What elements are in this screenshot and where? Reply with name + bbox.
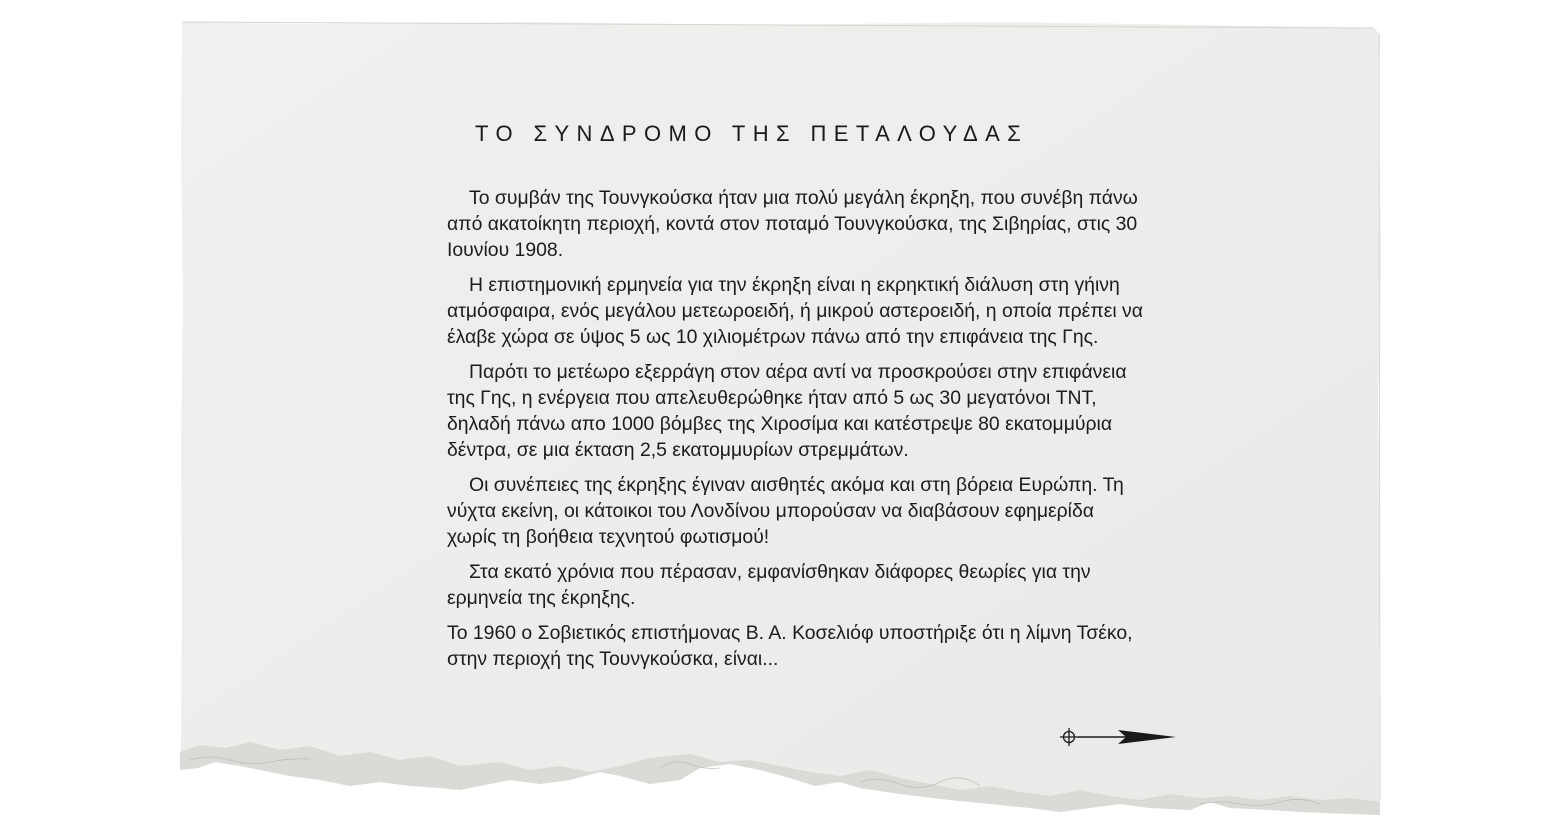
arrow-right-icon: [1060, 728, 1176, 746]
article-paragraph-2: Η επιστημονική ερμηνεία για την έκρηξη είναι η εκρηκτική διάλυση στη γήινη ατμόσφαιρα, ενός μεγάλου μετεωροειδή, ή μικρού αστεροειδή, η οποία πρέπει να έλαβε χώρα σε ύψος 5 ως 10 χιλιομέτρων πάνω από την επιφάνεια της Γης.: [447, 274, 1143, 348]
article-title: ΤΟ ΣΥΝΔΡΟΜΟ ΤΗΣ ΠΕΤΑΛΟΥΔΑΣ: [475, 121, 1029, 146]
article-paragraph-3: Παρότι το μετέωρο εξερράγη στον αέρα αντί να προσκρούσει στην επιφάνεια της Γης, η ενέργεια που απελευθερώθηκε ήταν από 5 ως 30 μεγατόνοι TNT, δηλαδή πάνω απο 1000 βόμβες της Χιροσίμα και κατέστρεψε 80 εκατομμύρια δέντρα, σε μια έκταση 2,5 εκατομμυρίων στρεμμάτων.: [447, 361, 1127, 461]
article-paragraph-5: Στα εκατό χρόνια που πέρασαν, εμφανίσθηκαν διάφορες θεωρίες για την ερμηνεία της έκρηξης.: [447, 561, 1091, 609]
article: [447, 112, 1147, 681]
article-paragraph-1: Το συμβάν της Τουνγκούσκα ήταν μια πολύ μεγάλη έκρηξη, που συνέβη πάνω από ακατοίκητη περιοχή, κοντά στον ποταμό Τουνγκούσκα, της Σιβηρίας, στις 30 Ιουνίου 1908.: [447, 187, 1138, 261]
next-page-button[interactable]: [1052, 724, 1182, 750]
article-paragraph-4: Οι συνέπειες της έκρηξης έγιναν αισθητές ακόμα και στη βόρεια Ευρώπη. Τη νύχτα εκείνη, οι κάτοικοι του Λονδίνου μπορούσαν να διαβάσουν εφημερίδα χωρίς τη βοήθεια τεχνητού φωτισμού!: [447, 474, 1124, 548]
article-paragraph-6: Το 1960 ο Σοβιετικός επιστήμονας Β. Α. Κοσελιόφ υποστήριξε ότι η λίμνη Τσέκο, στην περιοχή της Τουνγκούσκα, είναι...: [447, 622, 1133, 670]
